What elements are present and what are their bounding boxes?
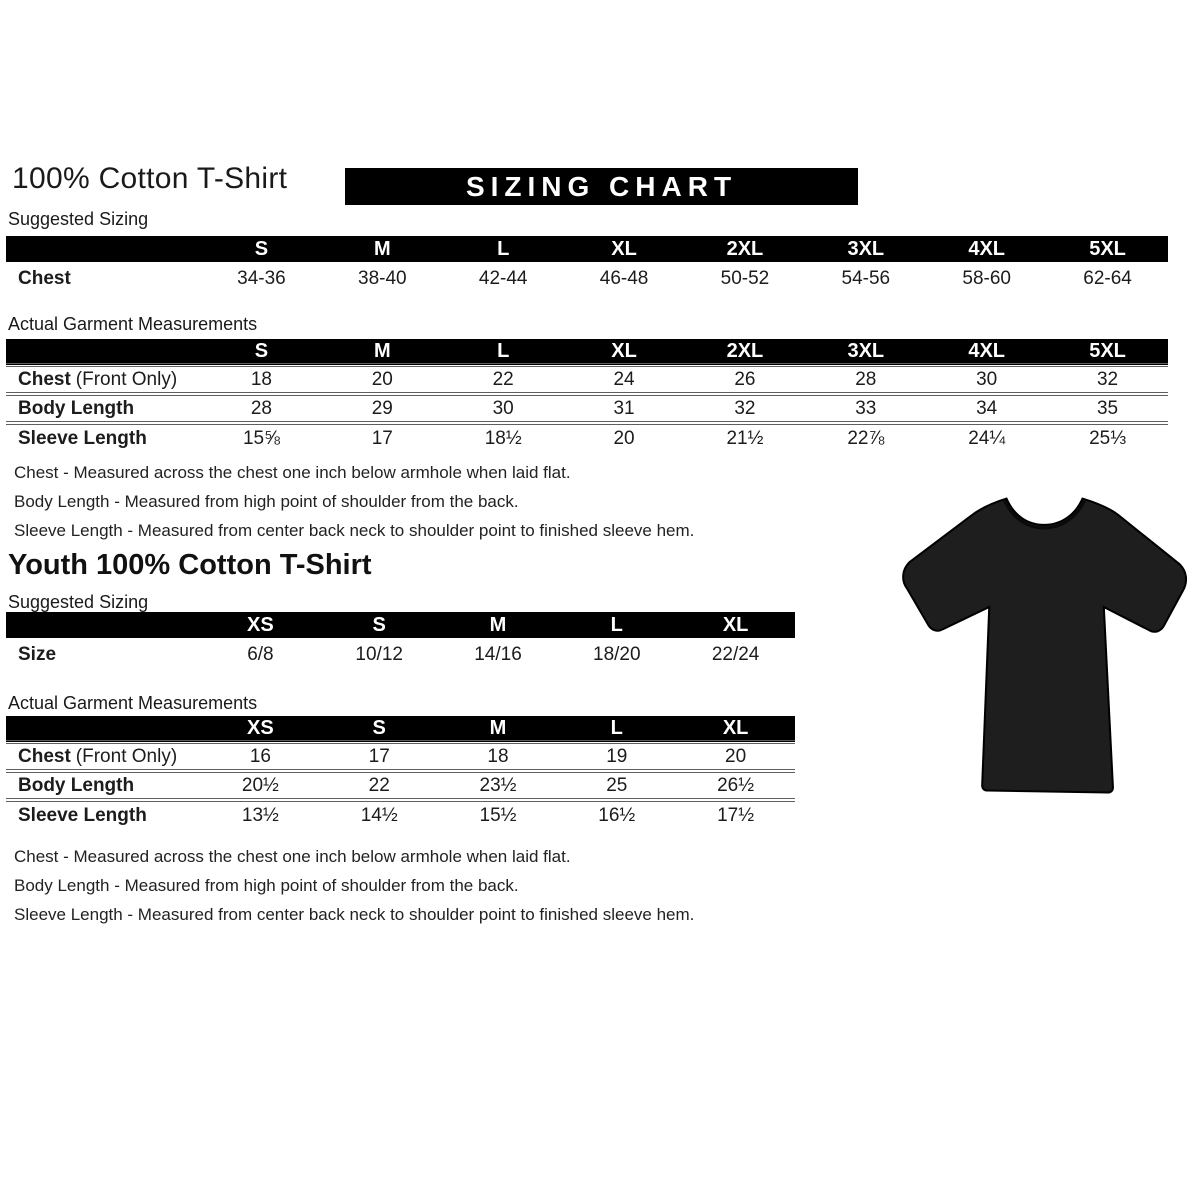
table-row-sleeve-length [6, 423, 1168, 452]
column-header: 5XL [1047, 339, 1168, 365]
measurement-cell: 18 [439, 742, 558, 771]
size-cell: 38-40 [358, 268, 407, 289]
measurement-cell: 26 [685, 365, 806, 394]
column-header: S [320, 612, 439, 638]
column-header-spacer [6, 716, 201, 742]
table-header-row [6, 612, 795, 638]
column-header: XL [564, 236, 685, 262]
measurement-cell: 35 [1047, 394, 1168, 423]
size-cell: 22/24 [711, 644, 760, 665]
row-label: Body Length [6, 394, 201, 423]
column-header: S [320, 716, 439, 742]
column-header: L [443, 236, 564, 262]
adult-measurement-notes [14, 458, 694, 545]
table-row [6, 262, 1168, 296]
measurement-cell: 32 [685, 394, 806, 423]
column-header: M [439, 612, 558, 638]
note-line: Sleeve Length - Measured from center back neck to shoulder point to finished sleeve hem. [14, 905, 695, 924]
size-cell: 58-60 [962, 268, 1011, 289]
measurement-cell: 26½ [676, 771, 795, 800]
measurement-cell: 29 [322, 394, 443, 423]
measurement-cell: 31 [564, 394, 685, 423]
youth-measurement-notes [14, 842, 694, 929]
column-header: L [443, 339, 564, 365]
table-row-body-length [6, 771, 795, 800]
measurement-cell: 24¼ [926, 423, 1047, 452]
column-header-spacer [6, 339, 201, 365]
measurement-cell: 15⅝ [201, 423, 322, 452]
measurement-cell: 24 [564, 365, 685, 394]
table-row-chest [6, 365, 1168, 394]
youth-measurements-table [6, 716, 795, 829]
size-cell: 14/16 [474, 644, 522, 665]
size-cell: 18/20 [593, 644, 641, 665]
measurement-cell: 30 [926, 365, 1047, 394]
measurement-cell: 34 [926, 394, 1047, 423]
measurement-cell: 19 [557, 742, 676, 771]
adult-suggested-sizing-label: Suggested Sizing [8, 209, 149, 229]
measurement-cell: 15½ [439, 800, 558, 829]
measurement-cell: 17 [322, 423, 443, 452]
size-cell: 46-48 [599, 268, 649, 289]
column-header: 3XL [805, 339, 926, 365]
column-header-spacer [6, 236, 201, 262]
measurement-cell: 22 [443, 365, 564, 394]
tshirt-image [896, 488, 1192, 798]
column-header: L [557, 716, 676, 742]
youth-suggested-sizing-label: Suggested Sizing [8, 592, 149, 612]
size-cell: 62-64 [1083, 268, 1132, 289]
youth-section-title: Youth 100% Cotton T-Shirt [8, 549, 372, 581]
adult-suggested-sizing-table [6, 236, 1168, 296]
column-header: XL [564, 339, 685, 365]
column-header: 4XL [926, 236, 1047, 262]
row-label: Body Length [6, 771, 201, 800]
measurement-cell: 30 [443, 394, 564, 423]
sizing-chart-banner [345, 168, 858, 205]
note-line: Chest - Measured across the chest one inch below armhole when laid flat. [14, 847, 571, 866]
size-cell: 54-56 [841, 268, 891, 289]
row-label: Chest (Front Only) [6, 365, 201, 394]
measurement-cell: 21½ [685, 423, 806, 452]
column-header: M [439, 716, 558, 742]
column-header: XL [676, 612, 795, 638]
size-cell: 6/8 [247, 644, 274, 665]
row-label: Sleeve Length [6, 800, 201, 829]
page-title: 100% Cotton T-Shirt [12, 162, 288, 195]
row-label: Chest (Front Only) [6, 742, 201, 771]
column-header: 3XL [805, 236, 926, 262]
size-cell: 42-44 [478, 268, 528, 289]
measurement-cell: 20 [676, 742, 795, 771]
youth-suggested-sizing-table [6, 612, 795, 672]
measurement-cell: 16 [201, 742, 320, 771]
measurement-cell: 28 [201, 394, 322, 423]
column-header: M [322, 236, 443, 262]
measurement-cell: 25 [557, 771, 676, 800]
table-header-row [6, 339, 1168, 365]
note-line: Body Length - Measured from high point of shoulder from the back. [14, 876, 519, 895]
size-cell: 50-52 [720, 268, 770, 289]
column-header: 2XL [685, 236, 806, 262]
column-header: S [201, 339, 322, 365]
adult-actual-measurements-label: Actual Garment Measurements [8, 314, 258, 334]
measurement-cell: 22 [320, 771, 439, 800]
measurement-cell: 20½ [201, 771, 320, 800]
tshirt-graphic [896, 488, 1192, 798]
measurement-cell: 17½ [676, 800, 795, 829]
table-row [6, 638, 795, 672]
column-header-spacer [6, 612, 201, 638]
measurement-cell: 14½ [320, 800, 439, 829]
measurement-cell: 17 [320, 742, 439, 771]
column-header: 2XL [685, 339, 806, 365]
note-line: Body Length - Measured from high point of shoulder from the back. [14, 492, 519, 511]
size-cell: 34-36 [237, 268, 286, 289]
table-header-row [6, 716, 795, 742]
measurement-cell: 18½ [443, 423, 564, 452]
note-line: Sleeve Length - Measured from center back neck to shoulder point to finished sleeve hem. [14, 521, 695, 540]
note-line: Chest - Measured across the chest one inch below armhole when laid flat. [14, 463, 571, 482]
column-header: M [322, 339, 443, 365]
column-header: L [557, 612, 676, 638]
measurement-cell: 28 [805, 365, 926, 394]
sizing-chart-banner-text: SIZING CHART [465, 170, 738, 202]
measurement-cell: 16½ [557, 800, 676, 829]
measurement-cell: 20 [322, 365, 443, 394]
row-label: Size [18, 644, 57, 665]
column-header: S [201, 236, 322, 262]
table-header-row [6, 236, 1168, 262]
measurement-cell: 25⅓ [1047, 423, 1168, 452]
measurement-cell: 33 [805, 394, 926, 423]
row-label: Sleeve Length [6, 423, 201, 452]
table-row-chest [6, 742, 795, 771]
measurement-cell: 20 [564, 423, 685, 452]
measurement-cell: 32 [1047, 365, 1168, 394]
table-row-body-length [6, 394, 1168, 423]
column-header: 5XL [1047, 236, 1168, 262]
measurement-cell: 23½ [439, 771, 558, 800]
column-header: 4XL [926, 339, 1047, 365]
adult-measurements-table [6, 339, 1168, 452]
column-header: XS [201, 612, 320, 638]
measurement-cell: 18 [201, 365, 322, 394]
measurement-cell: 22⅞ [805, 423, 926, 452]
column-header: XS [201, 716, 320, 742]
row-label: Chest [18, 268, 71, 289]
youth-actual-measurements-label: Actual Garment Measurements [8, 693, 258, 713]
size-cell: 10/12 [355, 644, 403, 665]
measurement-cell: 13½ [201, 800, 320, 829]
column-header: XL [676, 716, 795, 742]
table-row-sleeve-length [6, 800, 795, 829]
